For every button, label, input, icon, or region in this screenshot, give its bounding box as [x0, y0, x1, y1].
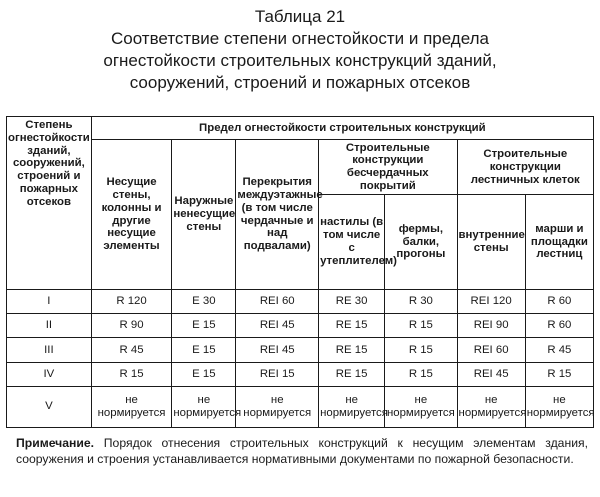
note-label: Примечание. [16, 436, 95, 450]
table-cell: REI 15 [236, 362, 319, 386]
table-cell: RE 15 [319, 338, 385, 362]
degree-cell: III [7, 338, 92, 362]
table-cell: R 90 [91, 314, 172, 338]
table-cell: не нормируется [457, 386, 525, 427]
header-roof-trusses: фермы, балки, прогоны [385, 195, 457, 290]
table-number: Таблица 21 [254, 7, 346, 26]
title-line-3: сооружений, строений и пожарных отсеков [129, 73, 471, 92]
table-cell: R 15 [385, 362, 457, 386]
table-row [7, 386, 594, 427]
degree-cell: V [7, 386, 92, 427]
table-cell: REI 60 [457, 338, 525, 362]
note-text: Порядок отнесения строительных конструкций к несущим элементам здания, сооружения и строения устанавливается нормативными документами по пожарной безопасности. [16, 436, 588, 466]
table-title [0, 6, 600, 94]
table-cell: R 15 [91, 362, 172, 386]
header-load-bearing: Несущие стены, колонны и другие несущие элементы [91, 140, 172, 290]
degree-cell: I [7, 289, 92, 313]
table-cell: R 15 [385, 338, 457, 362]
table-cell: RE 15 [319, 314, 385, 338]
table-cell: RE 15 [319, 362, 385, 386]
table-cell: R 60 [525, 289, 593, 313]
fire-resistance-table [6, 116, 594, 428]
table-cell: не нормируется [236, 386, 319, 427]
table-cell: E 15 [172, 338, 236, 362]
table-note [16, 436, 588, 467]
table-cell: R 60 [525, 314, 593, 338]
table-cell: REI 60 [236, 289, 319, 313]
degree-cell: IV [7, 362, 92, 386]
table-cell: REI 120 [457, 289, 525, 313]
header-stair-flights: марши и площадки лестниц [525, 195, 593, 290]
table-row [7, 314, 594, 338]
table-cell: E 15 [172, 314, 236, 338]
table-cell: R 45 [91, 338, 172, 362]
table-row [7, 289, 594, 313]
table-cell: R 15 [525, 362, 593, 386]
table-cell: E 30 [172, 289, 236, 313]
header-roof-group: Строительные конструкции бесчердачных покрытий [319, 140, 457, 195]
table-cell: R 15 [385, 314, 457, 338]
table-cell: R 120 [91, 289, 172, 313]
header-stair-group: Строительные конструкции лестничных клеток [457, 140, 593, 195]
table-cell: REI 45 [457, 362, 525, 386]
header-external-walls: Наружные ненесущие стены [172, 140, 236, 290]
table-cell: не нормируется [525, 386, 593, 427]
table-cell: R 45 [525, 338, 593, 362]
title-line-1: Соответствие степени огнестойкости и предела [110, 29, 489, 48]
degree-cell: II [7, 314, 92, 338]
table-cell: REI 45 [236, 314, 319, 338]
header-degree: Степень огнестойкости зданий, сооружений, строений и пожарных отсеков [7, 117, 92, 290]
table-row [7, 338, 594, 362]
header-stair-walls: внутренние стены [457, 195, 525, 290]
table-row [7, 362, 594, 386]
table-cell: R 30 [385, 289, 457, 313]
title-line-2: огнестойкости строительных конструкций зданий, [103, 51, 497, 70]
table-cell: RE 30 [319, 289, 385, 313]
table-cell: REI 90 [457, 314, 525, 338]
table-cell: не нормируется [319, 386, 385, 427]
header-floors: Перекрытия междуэтажные (в том числе чердачные и над подвалами) [236, 140, 319, 290]
table-cell: E 15 [172, 362, 236, 386]
header-limit-group: Предел огнестойкости строительных конструкций [91, 117, 593, 140]
table-cell: не нормируется [172, 386, 236, 427]
table-cell: не нормируется [385, 386, 457, 427]
header-roof-decking: настилы (в том числе с утеплителем) [319, 195, 385, 290]
table-cell: не нормируется [91, 386, 172, 427]
table-cell: REI 45 [236, 338, 319, 362]
